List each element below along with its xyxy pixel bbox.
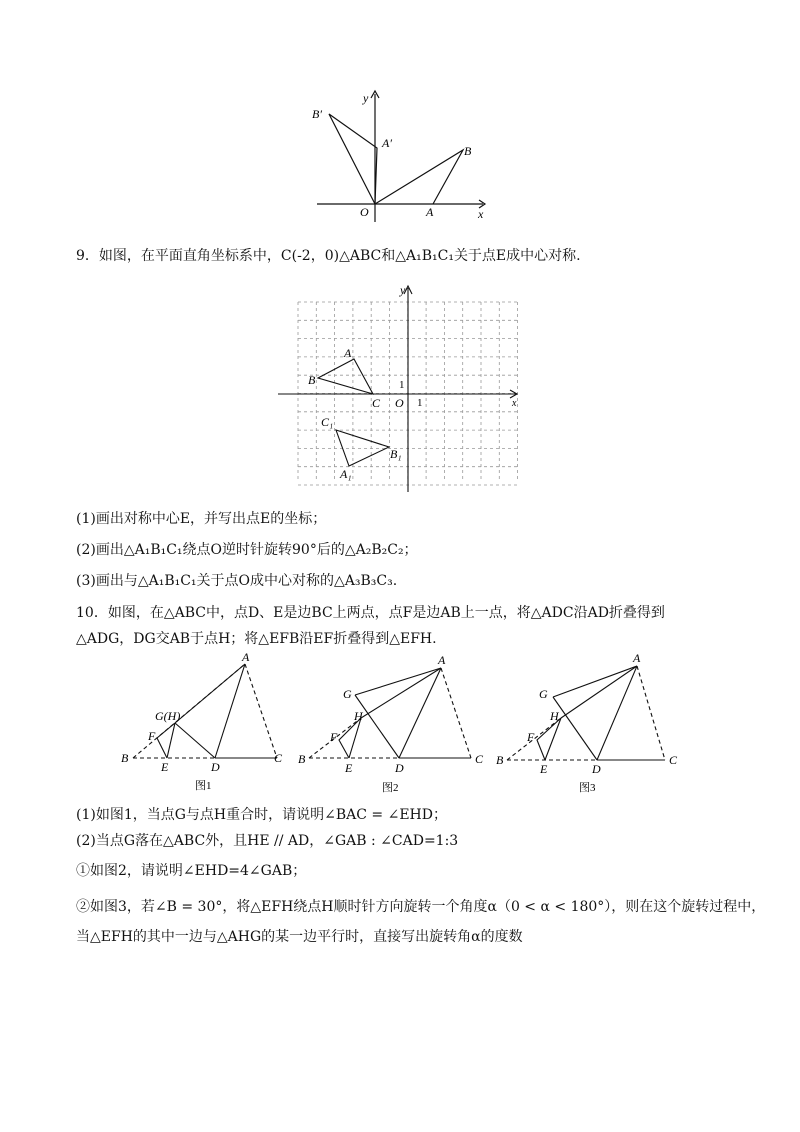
label-a-prime: A′: [382, 136, 392, 150]
label-x: x: [478, 207, 484, 221]
figure-2: [295, 650, 490, 800]
triangle-oab: [375, 150, 463, 204]
triangle-abc: [318, 359, 373, 394]
fig2-label-d: D: [395, 761, 404, 775]
fig3-label-b: B: [496, 753, 504, 767]
fig2-label-h: H: [354, 709, 363, 723]
label-b: B: [464, 144, 472, 158]
grid-label-one-x: 1: [417, 397, 423, 409]
grid-label-x: x: [512, 398, 517, 409]
q10-part-2: (2)当点G落在△ABC外，且HE // AD，∠GAB : ∠CAD=1:3: [76, 833, 459, 849]
rotation-figure: [305, 88, 505, 223]
grid-label-y: y: [400, 284, 406, 297]
fig2-label-e: E: [345, 761, 353, 775]
fig3-label-d: D: [592, 762, 601, 776]
figure-3: [495, 650, 695, 800]
fig2-caption: 图2: [382, 782, 399, 794]
q10-part-2-1: ①如图2，请说明∠EHD=4∠GAB；: [76, 863, 307, 879]
label-b-prime: B′: [312, 107, 322, 121]
fig3-label-f: F: [527, 730, 535, 744]
grid-label-one-y: 1: [399, 379, 405, 391]
grid-label-a: A: [344, 346, 352, 360]
fig2-label-b: B: [298, 752, 306, 766]
fig1-label-d: D: [211, 760, 220, 774]
fig2-label-g: G: [343, 687, 352, 701]
q10-part-2-2-cont: 当△EFH的其中一边与△AHG的某一边平行时，直接写出旋转角α的度数: [76, 929, 523, 945]
figure-1: [115, 650, 295, 800]
fig3-label-a: A: [633, 651, 641, 665]
fig3-label-c: C: [669, 753, 678, 767]
fig1-caption: 图1: [195, 780, 212, 792]
grid-figure: [276, 284, 526, 494]
q10-part-2-2: ②如图3，若∠B = 30°，将△EFH绕点H顺时针方向旋转一个角度α（0 < α < 180°），则在这个旋转过程中，: [76, 899, 766, 915]
triangle-a1b1c1: [336, 430, 389, 466]
grid-label-b: B: [308, 373, 316, 387]
fig2-label-f: F: [330, 730, 338, 744]
label-o: O: [360, 205, 369, 219]
fig1-label-b: B: [121, 751, 129, 765]
q9-part-2: (2)画出△A₁B₁C₁绕点O逆时针旋转90°后的△A₂B₂C₂；: [76, 542, 418, 558]
fig1-label-f: F: [148, 729, 156, 743]
q10-part-1: (1)如图1，当点G与点H重合时，请说明∠BAC = ∠EHD；: [76, 807, 447, 823]
grid-label-c: C: [372, 396, 381, 410]
fig1-label-gh: G(H): [155, 709, 181, 723]
fig3-label-h: H: [550, 709, 559, 723]
fig1-label-e: E: [161, 760, 169, 774]
label-a: A: [426, 205, 434, 219]
q9-part-3: (3)画出与△A₁B₁C₁关于点O成中心对称的△A₃B₃C₃.: [76, 573, 398, 589]
grid-label-o: O: [395, 396, 404, 410]
fig1-label-c: C: [274, 751, 283, 765]
q9-part-1: (1)画出对称中心E，并写出点E的坐标；: [76, 511, 327, 527]
fig1-label-a: A: [242, 650, 250, 664]
fig3-label-g: G: [539, 687, 548, 701]
q9-stem: 9．如图，在平面直角坐标系中，C(-2，0)△ABC和△A₁B₁C₁关于点E成中心对称.: [76, 248, 581, 264]
fig3-caption: 图3: [579, 782, 596, 794]
q10-stem-line2: △ADG，DG交AB于点H；将△EFB沿EF折叠得到△EFH.: [76, 631, 437, 647]
fig2-label-a: A: [438, 653, 446, 667]
grid-label-a1: A₁: [340, 467, 352, 481]
q10-stem-line1: 10．如图，在△ABC中，点D、E是边BC上两点，点F是边AB上一点，将△ADC沿AD折叠得到: [76, 605, 665, 621]
grid-label-c1: C₁: [321, 415, 334, 429]
label-y: y: [363, 91, 369, 105]
grid-label-b1: B₁: [390, 447, 402, 461]
fig3-label-e: E: [540, 762, 548, 776]
triangle-oa-prime-b-prime: [329, 114, 377, 204]
fig2-label-c: C: [475, 752, 484, 766]
